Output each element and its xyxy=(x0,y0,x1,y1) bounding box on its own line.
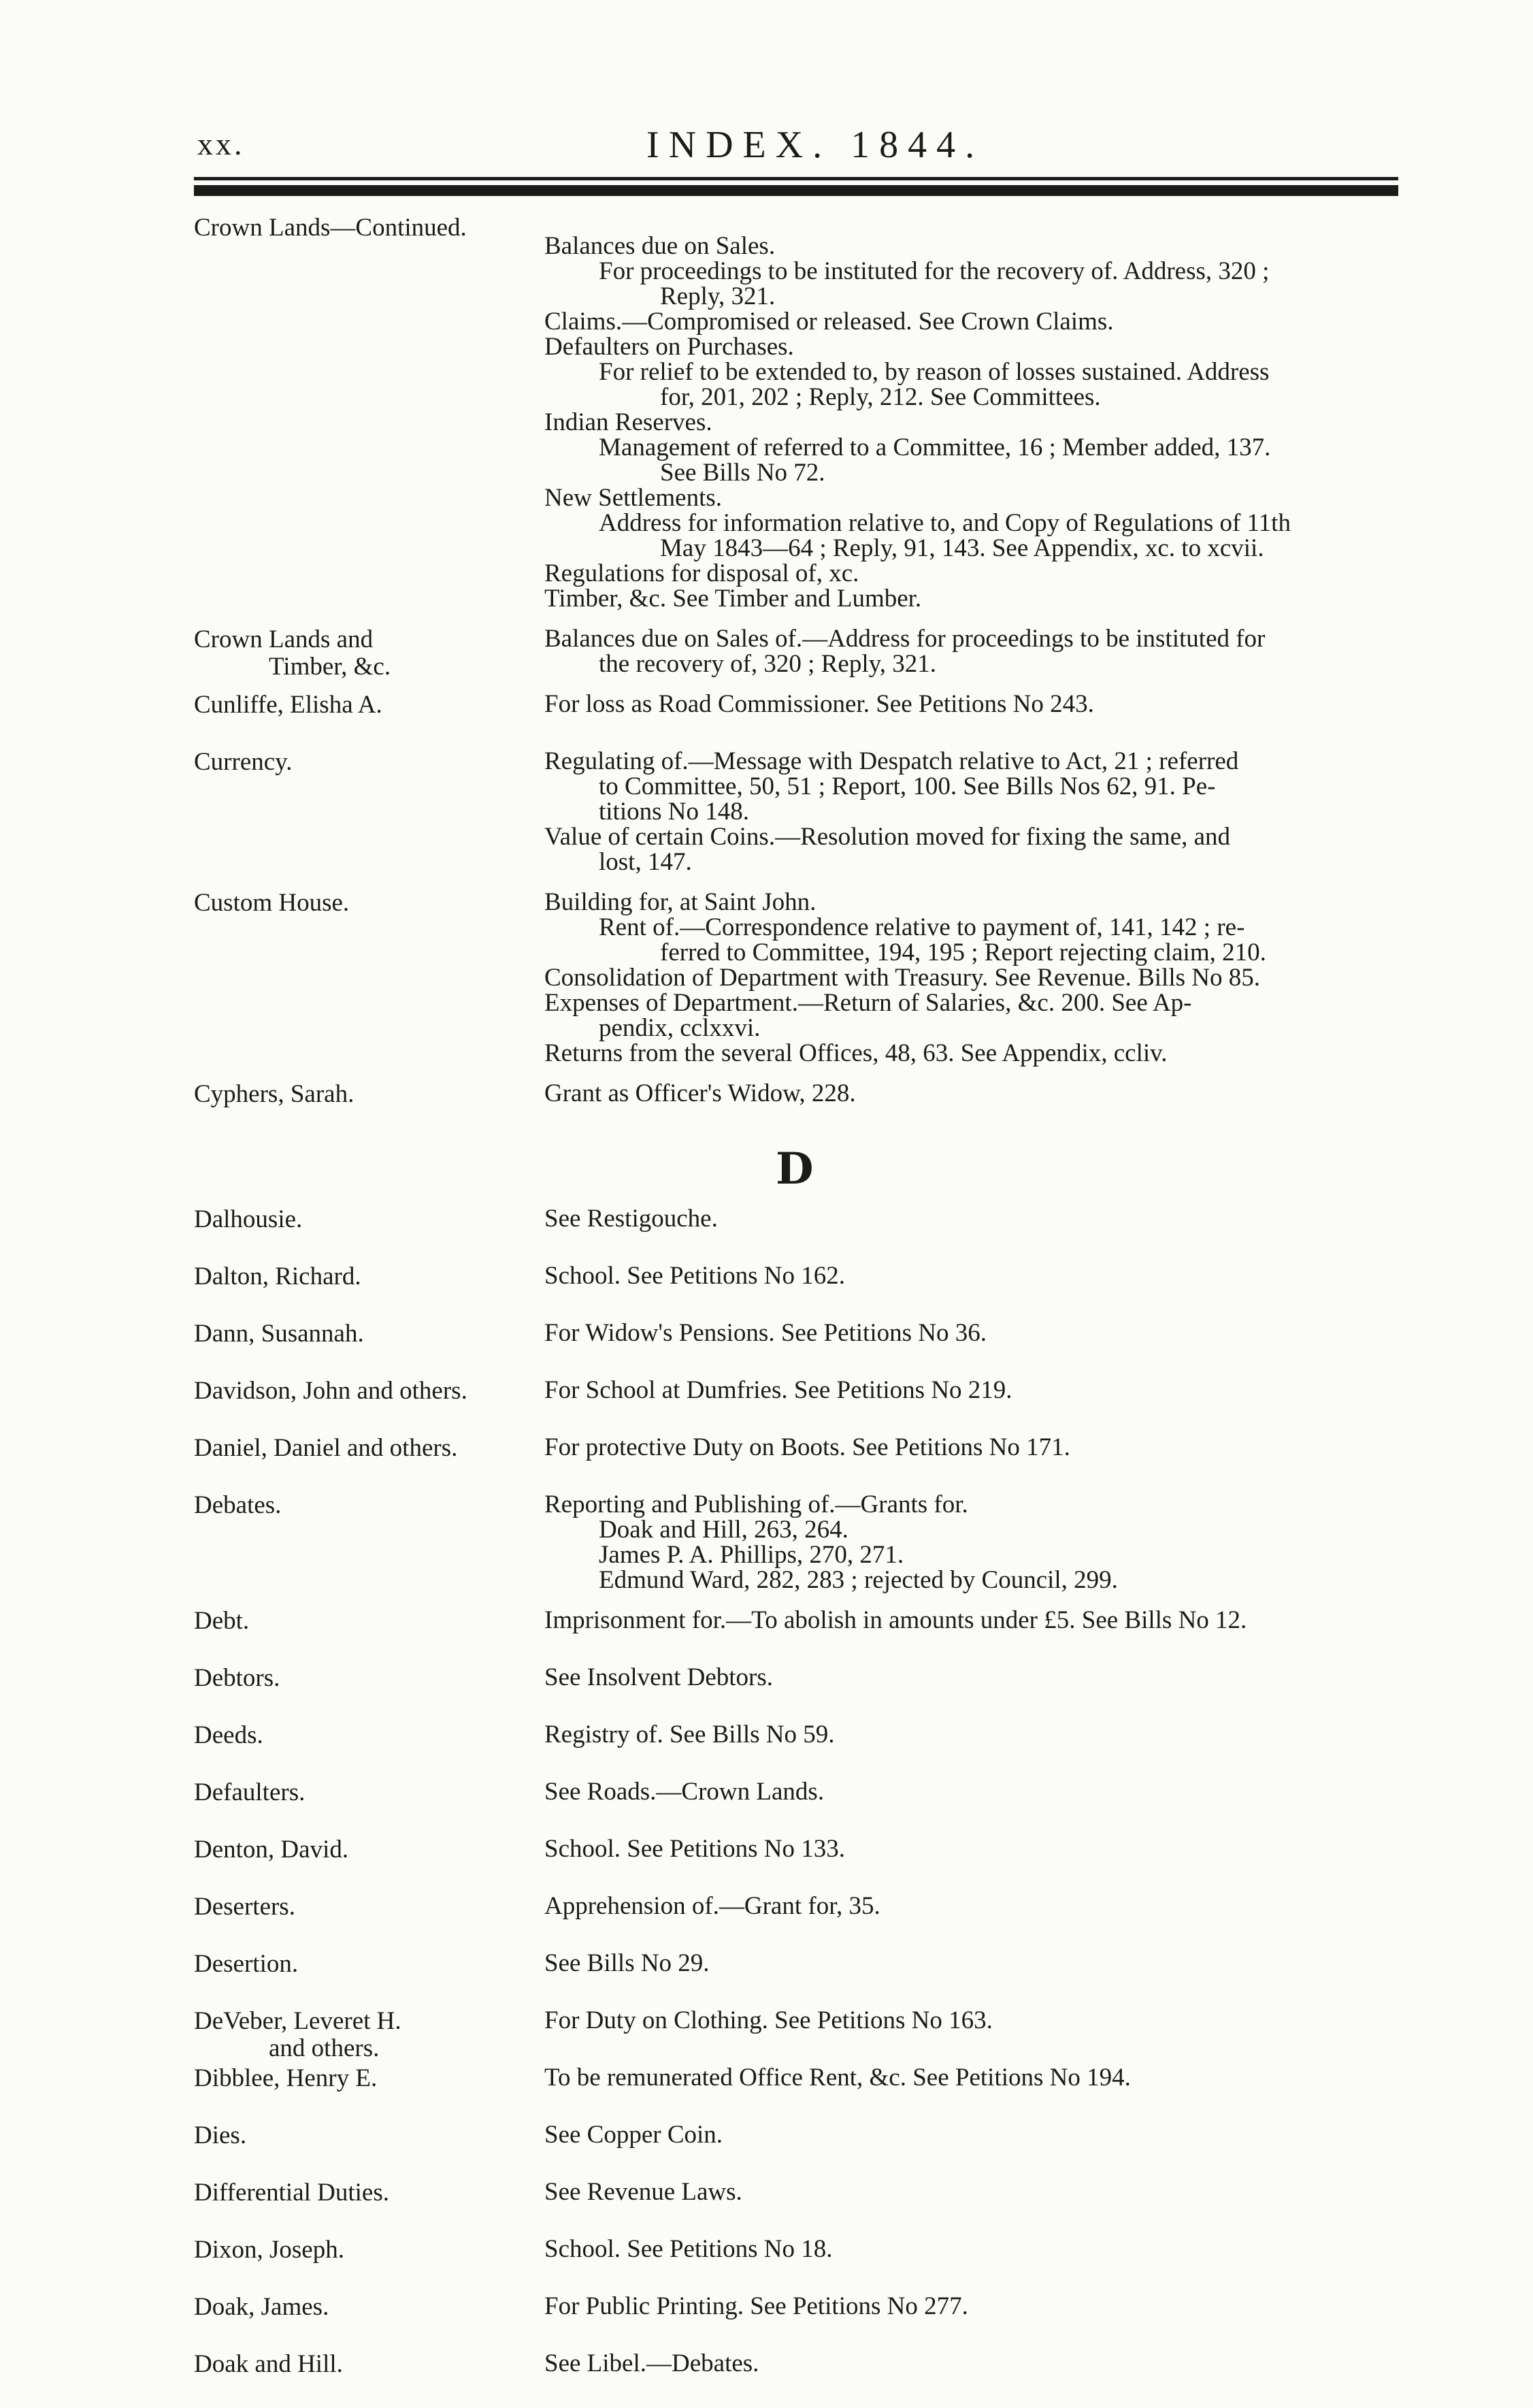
index-term-text: Crown Lands and xyxy=(194,625,374,653)
index-detail xyxy=(544,692,1402,717)
index-detail-line: Indian Reserves. xyxy=(544,408,712,436)
index-term xyxy=(194,1320,534,1348)
index-detail-line: School. See Petitions No 162. xyxy=(544,1262,845,1290)
index-entries xyxy=(194,214,1419,2408)
index-term-text: Debates. xyxy=(194,1491,282,1519)
index-detail-line: School. See Petitions No 133. xyxy=(544,1835,845,1863)
header-rule-thin xyxy=(194,177,1398,180)
index-term-text: Debt. xyxy=(194,1607,250,1635)
index-term-text: Dalhousie. xyxy=(194,1205,303,1233)
index-detail xyxy=(544,626,1402,677)
index-entry xyxy=(194,2179,1419,2222)
index-term-text: Dibblee, Henry E. xyxy=(194,2064,378,2092)
index-term xyxy=(194,626,534,681)
index-term-text: Deserters. xyxy=(194,1893,295,1921)
index-detail-line: May 1843—64 ; Reply, 91, 143. See Appendix, xc. to xcvii. xyxy=(660,534,1264,562)
index-term-text: Dann, Susannah. xyxy=(194,1320,364,1348)
index-detail-line: Management of referred to a Committee, 16 ; Member added, 137. xyxy=(599,434,1271,461)
index-detail-line: lost, 147. xyxy=(599,848,692,876)
index-detail-line: James P. A. Phillips, 270, 271. xyxy=(599,1541,904,1569)
index-term xyxy=(194,1665,534,1692)
index-detail xyxy=(544,1435,1402,1460)
index-entry xyxy=(194,1951,1419,1993)
index-detail-line: See Copper Coin. xyxy=(544,2121,723,2149)
index-term xyxy=(194,1492,534,1519)
index-term xyxy=(194,2122,534,2149)
running-head xyxy=(197,126,1408,174)
section-letter-heading xyxy=(194,1138,1419,1206)
index-detail xyxy=(544,214,1402,611)
index-entry xyxy=(194,2065,1419,2107)
index-term-text: Dixon, Joseph. xyxy=(194,2236,344,2264)
index-term-continuation: and others. xyxy=(269,2034,380,2062)
index-term-text: Defaulters. xyxy=(194,1778,306,1806)
index-detail-line: for, 201, 202 ; Reply, 212. See Committees. xyxy=(660,383,1101,411)
index-detail-line: Registry of. See Bills No 59. xyxy=(544,1721,835,1748)
index-detail-line: School. See Petitions No 18. xyxy=(544,2235,833,2263)
index-term xyxy=(194,2008,534,2062)
index-term-text: Dalton, Richard. xyxy=(194,1263,361,1290)
index-entry xyxy=(194,692,1419,734)
index-detail-line: Claims.—Compromised or released. See Crown Claims. xyxy=(544,308,1114,336)
index-term xyxy=(194,2065,534,2092)
index-detail-line: Grant as Officer's Widow, 228. xyxy=(544,1079,856,1107)
index-term-text: Differential Duties. xyxy=(194,2179,390,2207)
index-detail-line: For relief to be extended to, by reason of losses sustained. Address xyxy=(599,358,1270,386)
index-entry xyxy=(194,1378,1419,1420)
index-entry xyxy=(194,214,1419,611)
index-term xyxy=(194,749,534,776)
index-detail xyxy=(544,1893,1402,1919)
index-detail-line: For loss as Road Commissioner. See Petitions No 243. xyxy=(544,690,1094,718)
index-detail-line: Balances due on Sales of.—Address for proceedings to be instituted for xyxy=(544,625,1266,653)
index-detail-line: For School at Dumfries. See Petitions No 219. xyxy=(544,1376,1012,1404)
index-detail xyxy=(544,1779,1402,1804)
index-entry xyxy=(194,2122,1419,2164)
index-detail-line: Imprisonment for.—To abolish in amounts under £5. See Bills No 12. xyxy=(544,1606,1247,1634)
index-term-text: Desertion. xyxy=(194,1950,299,1978)
index-term-text: Doak, James. xyxy=(194,2293,329,2321)
index-detail xyxy=(544,1378,1402,1403)
index-detail-line: Address for information relative to, and Copy of Regulations of 11th xyxy=(599,509,1291,537)
index-entry xyxy=(194,1492,1419,1593)
index-detail xyxy=(544,1722,1402,1747)
index-entry xyxy=(194,2351,1419,2393)
page-number: xx. xyxy=(197,127,245,161)
index-detail-line: Expenses of Department.—Return of Salaries, &c. 200. See Ap- xyxy=(544,989,1192,1017)
index-detail-line: Rent of.—Correspondence relative to payment of, 141, 142 ; re- xyxy=(599,913,1245,941)
index-entry xyxy=(194,1263,1419,1305)
index-entry xyxy=(194,1779,1419,1821)
index-detail-line: Defaulters on Purchases. xyxy=(544,333,794,361)
index-term xyxy=(194,1378,534,1405)
index-entry xyxy=(194,625,1419,681)
index-detail xyxy=(544,1492,1402,1593)
index-entry xyxy=(194,1665,1419,1707)
index-entry xyxy=(194,890,1419,1066)
index-term-text: Crown Lands—Continued. xyxy=(194,214,467,242)
index-term xyxy=(194,2294,534,2321)
index-detail xyxy=(544,2008,1402,2033)
index-term xyxy=(194,1836,534,1864)
index-detail-line: For Duty on Clothing. See Petitions No 163. xyxy=(544,2006,993,2034)
index-detail xyxy=(544,1951,1402,1976)
index-detail xyxy=(544,1320,1402,1346)
index-detail-line: Reply, 321. xyxy=(660,282,776,310)
index-term xyxy=(194,2236,534,2264)
index-detail-line: Building for, at Saint John. xyxy=(544,888,817,916)
index-detail xyxy=(544,890,1402,1066)
index-term xyxy=(194,1206,534,1233)
index-term xyxy=(194,1951,534,1978)
index-entry xyxy=(194,1608,1419,1650)
index-entry xyxy=(194,1081,1419,1123)
index-detail xyxy=(544,1608,1402,1633)
index-detail-line: titions No 148. xyxy=(599,798,749,826)
index-detail xyxy=(544,1836,1402,1861)
index-detail xyxy=(544,2065,1402,2090)
index-term-text: Denton, David. xyxy=(194,1836,349,1864)
index-entry xyxy=(194,1206,1419,1248)
index-term-text: Daniel, Daniel and others. xyxy=(194,1434,458,1462)
index-entry xyxy=(194,1836,1419,1878)
index-detail-line: See Libel.—Debates. xyxy=(544,2349,759,2377)
index-term-text: Deeds. xyxy=(194,1721,263,1749)
index-term xyxy=(194,1263,534,1290)
index-term xyxy=(194,1435,534,1462)
index-term-text: Doak and Hill. xyxy=(194,2350,343,2378)
index-detail-line: Edmund Ward, 282, 283 ; rejected by Council, 299. xyxy=(599,1566,1118,1594)
index-detail-line xyxy=(544,214,1402,233)
index-detail xyxy=(544,1081,1402,1106)
index-term xyxy=(194,1081,534,1108)
index-detail-line: New Settlements. xyxy=(544,484,723,512)
index-detail xyxy=(544,2351,1402,2376)
index-detail-line: For protective Duty on Boots. See Petitions No 171. xyxy=(544,1433,1070,1461)
index-detail-line: ferred to Committee, 194, 195 ; Report rejecting claim, 210. xyxy=(660,939,1266,966)
index-entry xyxy=(194,1320,1419,1363)
index-detail-line: For proceedings to be instituted for the recovery of. Address, 320 ; xyxy=(599,257,1270,285)
index-entry xyxy=(194,2006,1419,2062)
index-detail-line: to Committee, 50, 51 ; Report, 100. See Bills Nos 62, 91. Pe- xyxy=(599,772,1216,800)
index-detail-line: See Bills No 72. xyxy=(660,459,825,487)
index-term xyxy=(194,2351,534,2378)
index-detail-line: Regulating of.—Message with Despatch relative to Act, 21 ; referred xyxy=(544,747,1239,775)
index-detail-line: Returns from the several Offices, 48, 63. See Appendix, ccliv. xyxy=(544,1039,1168,1067)
index-term-text: DeVeber, Leveret H. xyxy=(194,2007,401,2035)
index-detail-line: See Bills No 29. xyxy=(544,1949,710,1977)
index-detail xyxy=(544,1263,1402,1288)
index-detail xyxy=(544,749,1402,875)
index-detail xyxy=(544,2179,1402,2204)
index-term xyxy=(194,890,534,917)
index-detail-line: Balances due on Sales. xyxy=(544,232,776,260)
index-detail-line: For Widow's Pensions. See Petitions No 36. xyxy=(544,1319,987,1347)
index-term xyxy=(194,1893,534,1921)
header-rule-thick xyxy=(194,185,1398,196)
index-term xyxy=(194,692,534,719)
index-term-text: Dies. xyxy=(194,2121,247,2149)
index-detail-line: the recovery of, 320 ; Reply, 321. xyxy=(599,650,936,678)
index-detail-line: pendix, cclxxvi. xyxy=(599,1014,761,1042)
index-term xyxy=(194,2179,534,2207)
index-detail-line: Value of certain Coins.—Resolution moved for fixing the same, and xyxy=(544,823,1231,851)
index-detail-line: Doak and Hill, 263, 264. xyxy=(599,1516,848,1544)
index-entry xyxy=(194,1893,1419,1936)
index-detail-line: Reporting and Publishing of.—Grants for. xyxy=(544,1491,968,1518)
index-term-text: Cunliffe, Elisha A. xyxy=(194,691,382,719)
index-detail-line: See Restigouche. xyxy=(544,1205,718,1233)
section-letter: D xyxy=(776,1143,814,1194)
index-detail-line: See Roads.—Crown Lands. xyxy=(544,1778,825,1806)
index-detail-line: For Public Printing. See Petitions No 277. xyxy=(544,2292,968,2320)
index-detail-line: Apprehension of.—Grant for, 35. xyxy=(544,1892,880,1920)
index-entry xyxy=(194,2294,1419,2336)
index-term-text: Currency. xyxy=(194,748,293,776)
index-entry xyxy=(194,1435,1419,1477)
index-term xyxy=(194,1608,534,1635)
index-term-text: Custom House. xyxy=(194,889,350,917)
index-term-continuation: Timber, &c. xyxy=(269,653,391,681)
index-term xyxy=(194,1722,534,1749)
index-detail xyxy=(544,1665,1402,1690)
index-entry xyxy=(194,2236,1419,2279)
index-detail-line: Consolidation of Department with Treasury. See Revenue. Bills No 85. xyxy=(544,964,1260,992)
index-term-text: Davidson, John and others. xyxy=(194,1377,467,1405)
index-term-text: Cyphers, Sarah. xyxy=(194,1080,355,1108)
index-detail xyxy=(544,2122,1402,2147)
index-detail-line: See Insolvent Debtors. xyxy=(544,1663,774,1691)
index-term xyxy=(194,214,534,242)
index-detail-line: To be remunerated Office Rent, &c. See Petitions No 194. xyxy=(544,2064,1131,2092)
page-title: INDEX. 1844. xyxy=(646,124,985,166)
index-detail-line: Timber, &c. See Timber and Lumber. xyxy=(544,585,922,613)
index-term xyxy=(194,1779,534,1806)
index-detail xyxy=(544,2236,1402,2262)
index-entry xyxy=(194,749,1419,875)
index-detail-line: See Revenue Laws. xyxy=(544,2178,742,2206)
index-term-text: Debtors. xyxy=(194,1664,280,1692)
index-entry xyxy=(194,1722,1419,1764)
index-detail xyxy=(544,2294,1402,2319)
index-detail-line: Regulations for disposal of, xc. xyxy=(544,559,859,587)
index-detail xyxy=(544,1206,1402,1231)
